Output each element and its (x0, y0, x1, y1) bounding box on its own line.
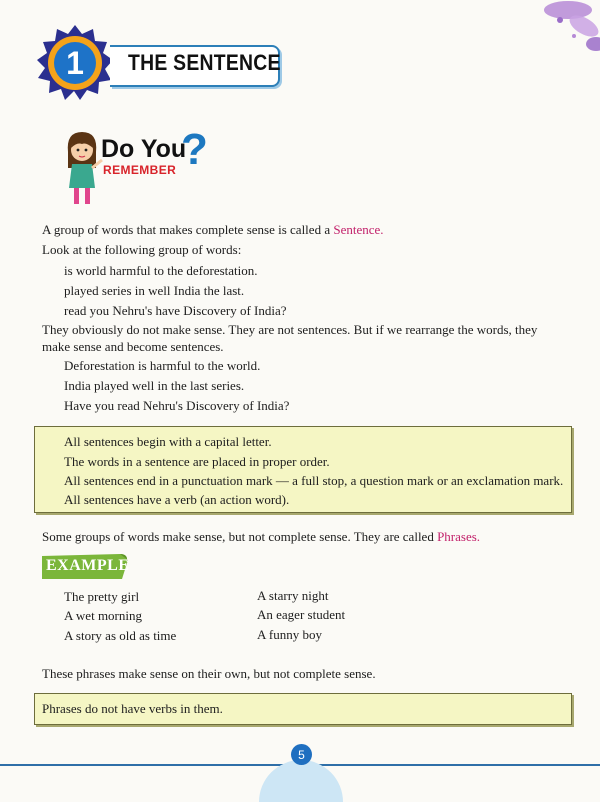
do-you-remember-title: Do You (101, 135, 187, 163)
sentence-term: Sentence. (333, 222, 384, 237)
jumbled-line: is world harmful to the deforestation. (64, 263, 258, 278)
jumbled-line: read you Nehru's have Discovery of India? (64, 303, 287, 318)
rule-line: The words in a sentence are placed in proper order. (64, 454, 330, 469)
jumbled-line: played series in well India the last. (64, 283, 245, 298)
phrases-rule: Phrases do not have verbs in them. (42, 701, 223, 716)
example-phrase: A funny boy (257, 627, 322, 642)
rearranged-line: Have you read Nehru's Discovery of India? (64, 398, 290, 413)
explanation-line: They obviously do not make sense. They are not sentences. But if we rearrange the words, they (42, 322, 538, 337)
chapter-title: THE SENTENCE (128, 50, 281, 75)
rearranged-line: Deforestation is harmful to the world. (64, 358, 261, 373)
rule-line: All sentences end in a punctuation mark — a full stop, a question mark or an exclamation mark. (64, 473, 564, 488)
example-phrase: A story as old as time (64, 628, 177, 643)
phrases-term: Phrases. (437, 529, 481, 544)
example-phrase: An eager student (257, 607, 346, 622)
look-instruction: Look at the following group of words: (42, 242, 242, 257)
rearranged-line: India played well in the last series. (64, 378, 245, 393)
rule-line: All sentences begin with a capital letter. (64, 434, 272, 449)
rule-line: All sentences have a verb (an action word). (64, 492, 290, 507)
corner-flower-decoration (520, 0, 600, 56)
page-number: 5 (291, 744, 312, 765)
explanation-line: make sense and become sentences. (42, 339, 224, 354)
girl-illustration-icon (60, 130, 104, 208)
phrases-note: These phrases make sense on their own, but not complete sense. (42, 666, 376, 681)
intro-sentence: A group of words that makes complete sense is called a Sentence. (42, 222, 384, 237)
phrases-intro: Some groups of words make sense, but not complete sense. They are called Phrases. (42, 529, 481, 544)
do-you-remember-subtitle: REMEMBER (103, 163, 177, 177)
example-phrase: A starry night (257, 588, 329, 603)
question-mark-icon: ? (181, 125, 208, 174)
chapter-number: 1 (66, 44, 84, 81)
example-label: EXAMPLE (46, 557, 130, 574)
example-phrase: A wet morning (64, 608, 142, 623)
example-phrase: The pretty girl (64, 589, 140, 604)
